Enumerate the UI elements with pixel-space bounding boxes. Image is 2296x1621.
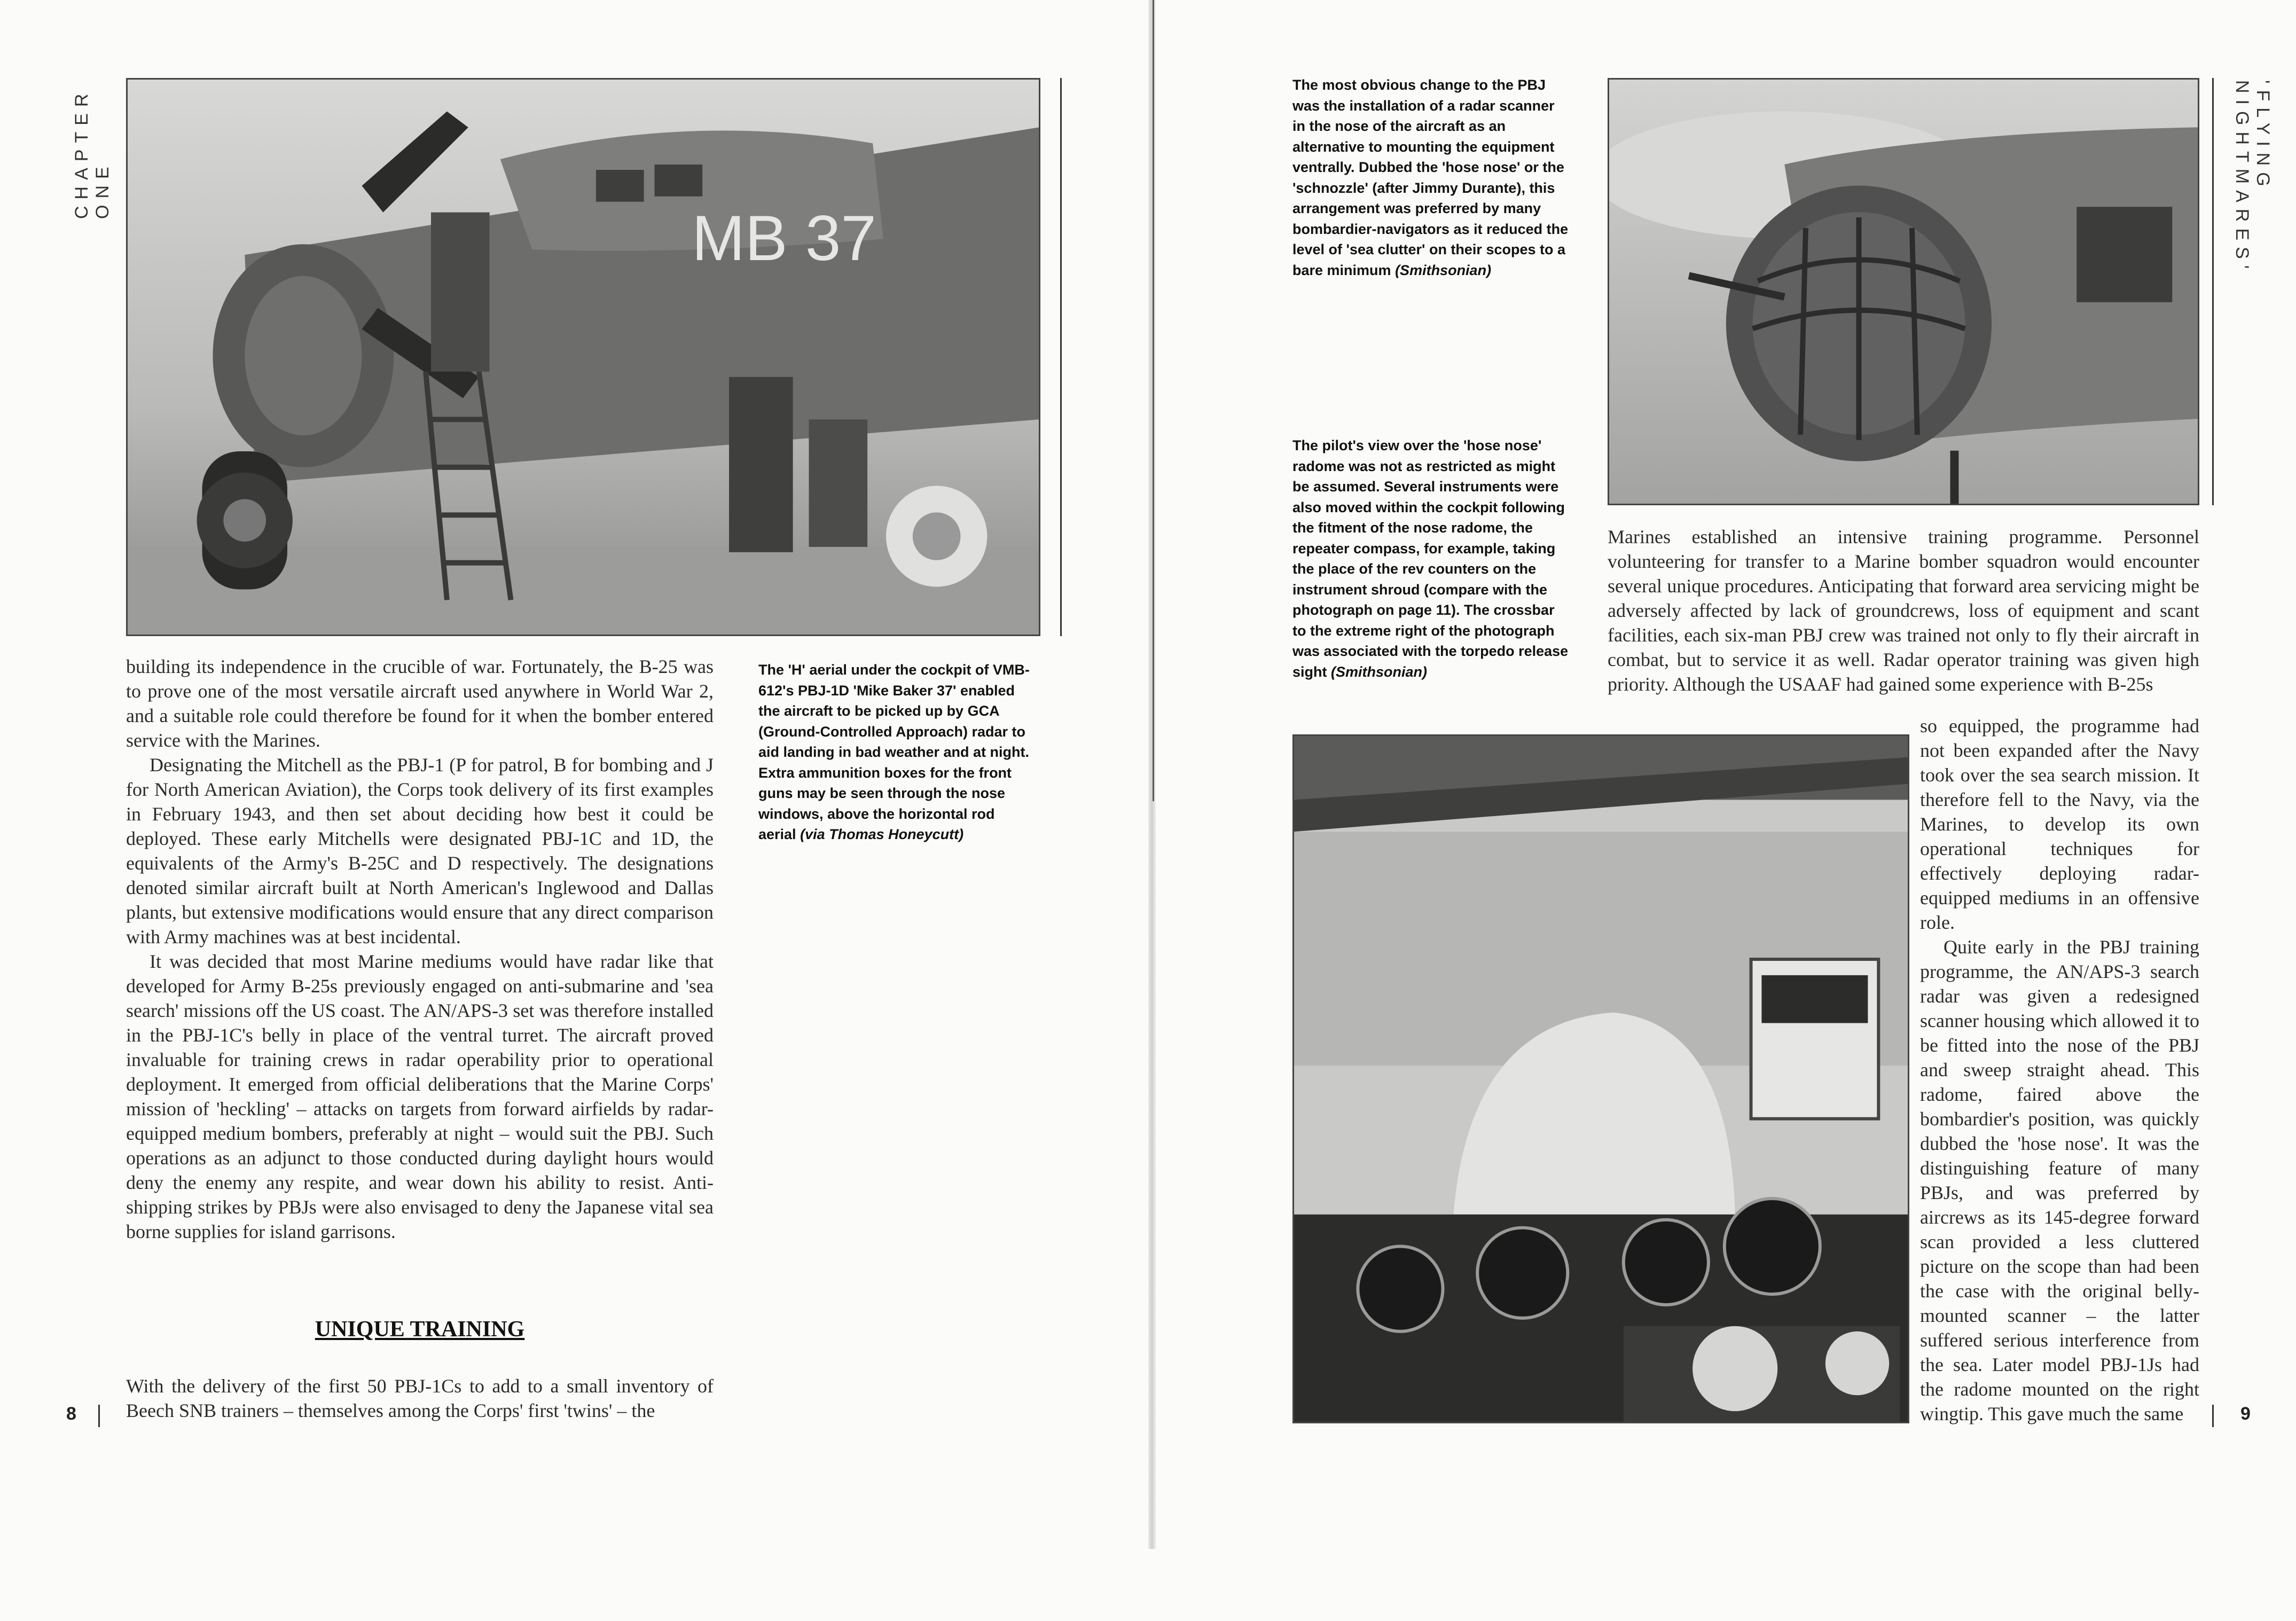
left-body-column	[126, 654, 714, 1244]
hose-nose-illustration	[1609, 80, 2198, 504]
caption-hose-nose	[1292, 75, 1570, 280]
aircraft-photo-illustration	[128, 80, 1039, 635]
photo-hose-nose	[1608, 78, 2199, 505]
section-heading: UNIQUE TRAINING	[315, 1317, 525, 1342]
caption-pilot-view	[1292, 435, 1570, 682]
right-running-head: 'FLYING NIGHTMARES'	[2232, 80, 2273, 276]
caption-h-aerial-credit: (via Thomas Honeycutt)	[800, 826, 964, 842]
caption-h-aerial-text: The 'H' aerial under the cockpit of VMB-612's PBJ-1D 'Mike Baker 37' enabled the aircraft to be picked up by GCA (Ground-Controlled Approach) radar to aid landing in bad weather and at night. Extra ammunition boxes for the front guns may be seen through the nose windows, above the horizontal rod aerial	[758, 662, 1030, 842]
paragraph: building its independence in the crucible of war. Fortunately, the B-25 was to prove one of the most versatile aircraft used anywhere in World War 2, and a suitable role could therefore be found for it when the bomber entered service with the Marines.	[126, 656, 714, 751]
paragraph: It was decided that most Marine mediums would have radar like that developed for Army B-25s previously engaged on anti-submarine and 'sea search' missions off the US coast. The AN/APS-3 set was therefore installed in the PBJ-1C's belly in place of the ventral turret. The aircraft proved invaluable for training crews in radar operability prior to operational deployment. It emerged from official deliberations that the Marine Corps' mission of 'heckling' – attacks on targets from forward airfields by radar-equipped medium bombers, preferably at night – would suit the PBJ. Such operations as an adjunct to those conducted during daylight hours would deny the enemy any respite, and wear down his ability to resist. Anti-shipping strikes by PBJs were also envisaged to deny the Japanese vital sea borne supplies for island garrisons.	[126, 951, 714, 1242]
paragraph: Marines established an intensive training programme. Personnel volunteering for transfer to a Marine bomber squadron would encounter several unique procedures. Anticipating that forward area servicing might be adversely affected by lack of groundcrews, loss of equipment and scant facilities, each six-man PBJ crew was trained not only to fly their aircraft in combat, but to service it as well. Radar operator training was given high priority. Although the USAAF had gained some experience with B-25s	[1608, 526, 2199, 695]
caption-hose-nose-text: The most obvious change to the PBJ was the installation of a radar scanner in the nose of the aircraft as an alternative to mounting the equipment ventrally. Dubbed the 'hose nose' or the 'schnozzle' (after Jimmy Durante), this arrangement was preferred by many bombardier-navigators as it reduced the level of 'sea clutter' on their scopes to a bare minimum	[1292, 77, 1569, 278]
right-column-rule	[2212, 78, 2214, 505]
cockpit-illustration	[1294, 736, 1908, 1422]
photo-cockpit-view	[1292, 734, 1909, 1423]
right-body-narrow	[1920, 714, 2199, 1426]
left-running-head: CHAPTER ONE	[72, 87, 113, 219]
left-margin-rule	[98, 1405, 100, 1427]
paragraph: With the delivery of the first 50 PBJ-1Cs to add to a small inventory of Beech SNB trainers – themselves among the Corps' first 'twins' – the	[126, 1375, 714, 1421]
paragraph: so equipped, the programme had not been expanded after the Navy took over the sea search mission. It therefore fell to the Navy, via the Marines, to develop its own operational techniques for effectively deploying radar-equipped mediums in an offensive role.	[1920, 715, 2199, 933]
left-body-closing	[126, 1374, 714, 1423]
photo-mb37-servicing	[126, 78, 1040, 636]
right-margin-rule	[2212, 1405, 2214, 1427]
aircraft-marking: MB 37	[692, 203, 876, 275]
book-gutter	[1148, 0, 1156, 1549]
paragraph: Designating the Mitchell as the PBJ-1 (P for patrol, B for bombing and J for North American Aviation), the Corps took delivery of its first examples in February 1943, and then set about deciding how best it could be deployed. These early Mitchells were designated PBJ-1C and 1D, the equivalents of the Army's B-25C and D respectively. The designations denoted similar aircraft built at North American's Inglewood and Dallas plants, but extensive modifications would ensure that any direct comparison with Army machines was at best incidental.	[126, 754, 714, 947]
gutter-shadow	[1153, 0, 1154, 801]
paragraph: Quite early in the PBJ training programme, the AN/APS-3 search radar was given a redesigned scanner housing which allowed it to be fitted into the nose of the PBJ and sweep straight ahead. This radome, faired above the bombardier's position, was quickly dubbed the 'hose nose'. It was the distinguishing feature of many PBJs, and was preferred by aircrews as its 145-degree forward scan provided a less cluttered picture on the scope than had been the case with the original belly-mounted scanner – the latter suffered serious interference from the sea. Later model PBJ-1Js had the radome mounted on the right wingtip. This gave much the same	[1920, 936, 2199, 1424]
caption-pilot-view-text: The pilot's view over the 'hose nose' radome was not as restricted as might be assumed. Several instruments were also moved within the cockpit following the fitment of the nose radome, the repeater compass, for example, taking the place of the rev counters on the instrument shroud (compare with the photograph on page 11). The crossbar to the extreme right of the photograph was associated with the torpedo release sight	[1292, 437, 1569, 680]
left-column-rule	[1060, 78, 1062, 636]
caption-hose-nose-credit: (Smithsonian)	[1395, 262, 1492, 278]
left-page-number: 8	[66, 1404, 76, 1424]
caption-h-aerial	[758, 660, 1036, 845]
caption-pilot-view-credit: (Smithsonian)	[1331, 663, 1428, 680]
right-body-top	[1608, 524, 2199, 696]
right-page-number: 9	[2240, 1404, 2251, 1424]
